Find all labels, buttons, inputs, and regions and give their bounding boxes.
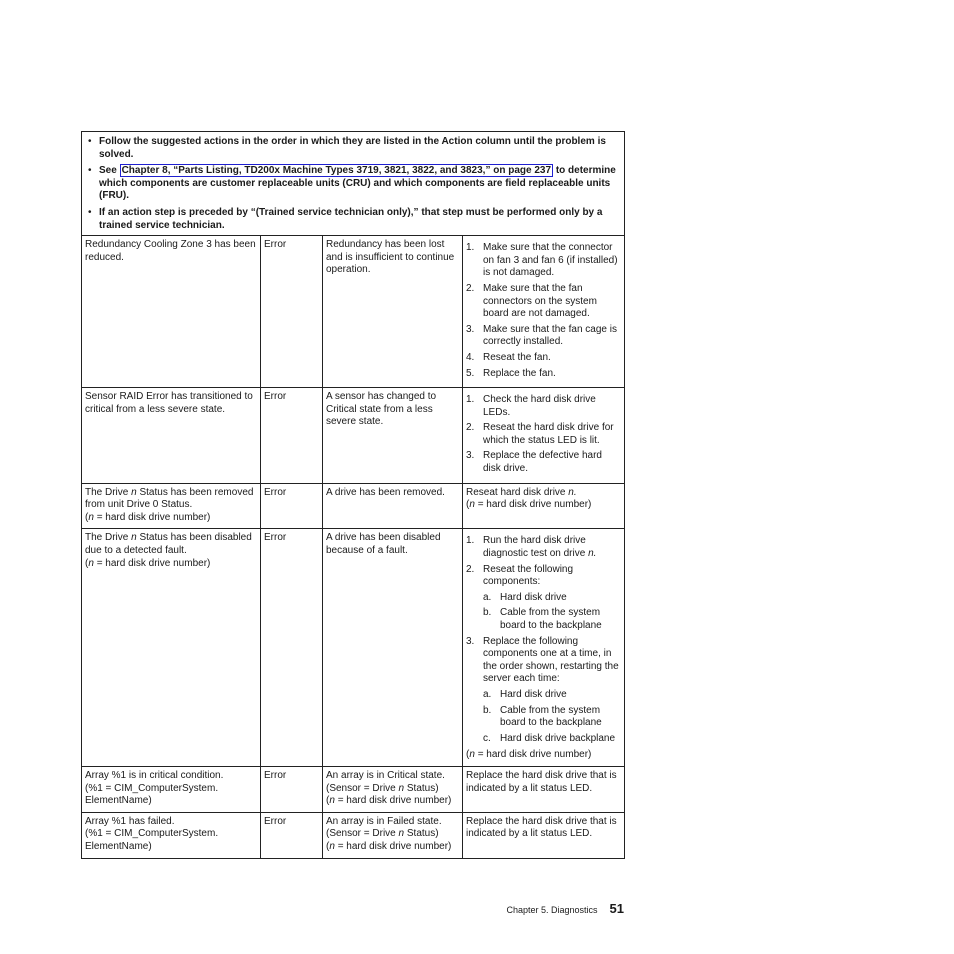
type-cell: Error bbox=[261, 483, 323, 529]
note-text: to determine which components are customer replaceable units (CRU) and which components are field replaceable units (FRU). bbox=[99, 165, 616, 202]
notes-cell bbox=[82, 132, 625, 236]
bullet-icon: • bbox=[88, 165, 92, 177]
action-step: 3. Make sure that the fan cage is correctly installed. bbox=[466, 323, 617, 348]
sub-step: a. Hard disk drive bbox=[483, 688, 567, 700]
message-cell: Sensor RAID Error has transitioned to critical from a less severe state. bbox=[82, 388, 261, 484]
type-cell: Error bbox=[261, 236, 323, 388]
action-step: 2. Make sure that the fan connectors on the system board are not damaged. bbox=[466, 282, 597, 320]
table-row bbox=[82, 388, 625, 484]
explanation-cell: A drive has been disabled because of a fault. bbox=[323, 529, 463, 767]
table-header-notes bbox=[82, 132, 625, 236]
action-list bbox=[466, 394, 621, 476]
bullet-icon: • bbox=[88, 206, 92, 218]
action-step: 5. Replace the fan. bbox=[466, 367, 556, 379]
bullet-icon: • bbox=[88, 136, 92, 147]
note-text: See bbox=[99, 165, 117, 177]
action-step: 1. Run the hard disk drive diagnostic test on drive n. bbox=[466, 535, 597, 560]
sub-step: a. Hard disk drive bbox=[483, 591, 567, 603]
page-number: 51 bbox=[609, 901, 624, 916]
note-item bbox=[85, 165, 621, 203]
action-step: 1. Make sure that the connector on fan 3 and fan 6 (if installed) is not damaged. bbox=[466, 242, 618, 279]
type-cell: Error bbox=[261, 766, 323, 812]
message-cell: Array %1 has failed. (%1 = CIM_ComputerSystem. ElementName) bbox=[82, 812, 261, 858]
action-step: 4. Reseat the fan. bbox=[466, 351, 551, 363]
note-text: If an action step is preceded by “(Trained service technician only),” that step must be performed only by a trained service technician. bbox=[99, 206, 603, 231]
type-cell: Error bbox=[261, 529, 323, 767]
action-cell bbox=[463, 236, 625, 388]
type-cell: Error bbox=[261, 812, 323, 858]
message-cell: Redundancy Cooling Zone 3 has been reduced. bbox=[82, 236, 261, 388]
explanation-cell: An array is in Failed state. (Sensor = Drive n Status) (n = hard disk drive number) bbox=[323, 812, 463, 858]
action-cell: Replace the hard disk drive that is indicated by a lit status LED. bbox=[463, 766, 625, 812]
sub-step: c. Hard disk drive backplane bbox=[483, 732, 616, 744]
note-item bbox=[85, 136, 621, 161]
explanation-cell: A sensor has changed to Critical state from a less severe state. bbox=[323, 388, 463, 484]
message-cell: Array %1 is in critical condition. (%1 = CIM_ComputerSystem. ElementName) bbox=[82, 766, 261, 812]
action-cell bbox=[463, 388, 625, 484]
table-row bbox=[82, 766, 625, 812]
type-cell: Error bbox=[261, 388, 323, 484]
action-step: 3. Replace the defective hard disk drive. bbox=[466, 450, 602, 475]
message-cell: The Drive n Status has been removed from unit Drive 0 Status. (n = hard disk drive number) bbox=[82, 483, 261, 529]
action-step: 1. Check the hard disk drive LEDs. bbox=[466, 394, 596, 418]
table-row bbox=[82, 236, 625, 388]
note-text: Follow the suggested actions in the order in which they are listed in the Action column until the problem is solved. bbox=[99, 136, 606, 160]
explanation-cell: An array is in Critical state. (Sensor = Drive n Status) (n = hard disk drive number) bbox=[323, 766, 463, 812]
action-list bbox=[466, 242, 621, 380]
explanation-cell: Redundancy has been lost and is insufficient to continue operation. bbox=[323, 236, 463, 388]
chapter-8-link[interactable]: Chapter 8, “Parts Listing, TD200x Machine Types 3719, 3821, 3822, and 3823,” on page 237 bbox=[121, 165, 552, 177]
message-cell: The Drive n Status has been disabled due to a detected fault. (n = hard disk drive number) bbox=[82, 529, 261, 767]
action-step: 2. Reseat the following components: a. Hard disk drive b. Cable from the system board to the backplane bbox=[466, 564, 621, 633]
sub-step: b. Cable from the system board to the backplane bbox=[483, 607, 602, 631]
explanation-cell: A drive has been removed. bbox=[323, 483, 463, 529]
table-row bbox=[82, 483, 625, 529]
action-note: (n = hard disk drive number) bbox=[466, 749, 592, 761]
action-cell: Reseat hard disk drive n. (n = hard disk drive number) bbox=[463, 483, 625, 529]
action-step: 2. Reseat the hard disk drive for which the status LED is lit. bbox=[466, 422, 614, 446]
sub-step-list bbox=[483, 689, 621, 745]
action-cell bbox=[463, 529, 625, 767]
table-row bbox=[82, 812, 625, 858]
action-cell: Replace the hard disk drive that is indicated by a lit status LED. bbox=[463, 812, 625, 858]
action-list bbox=[466, 535, 621, 745]
chapter-label: Chapter 5. Diagnostics bbox=[506, 905, 598, 915]
table-row bbox=[82, 529, 625, 767]
action-step: 3. Replace the following components one at a time, in the order shown, restarting the server each time: a. Hard disk drive b. Cable from the system board to the backplane c. Hard disk drive backplane bbox=[466, 636, 621, 746]
page-footer bbox=[506, 901, 624, 916]
sub-step: b. Cable from the system board to the backplane bbox=[483, 704, 602, 729]
event-table bbox=[81, 131, 625, 859]
sub-step-list bbox=[483, 592, 621, 633]
note-item bbox=[85, 207, 621, 232]
